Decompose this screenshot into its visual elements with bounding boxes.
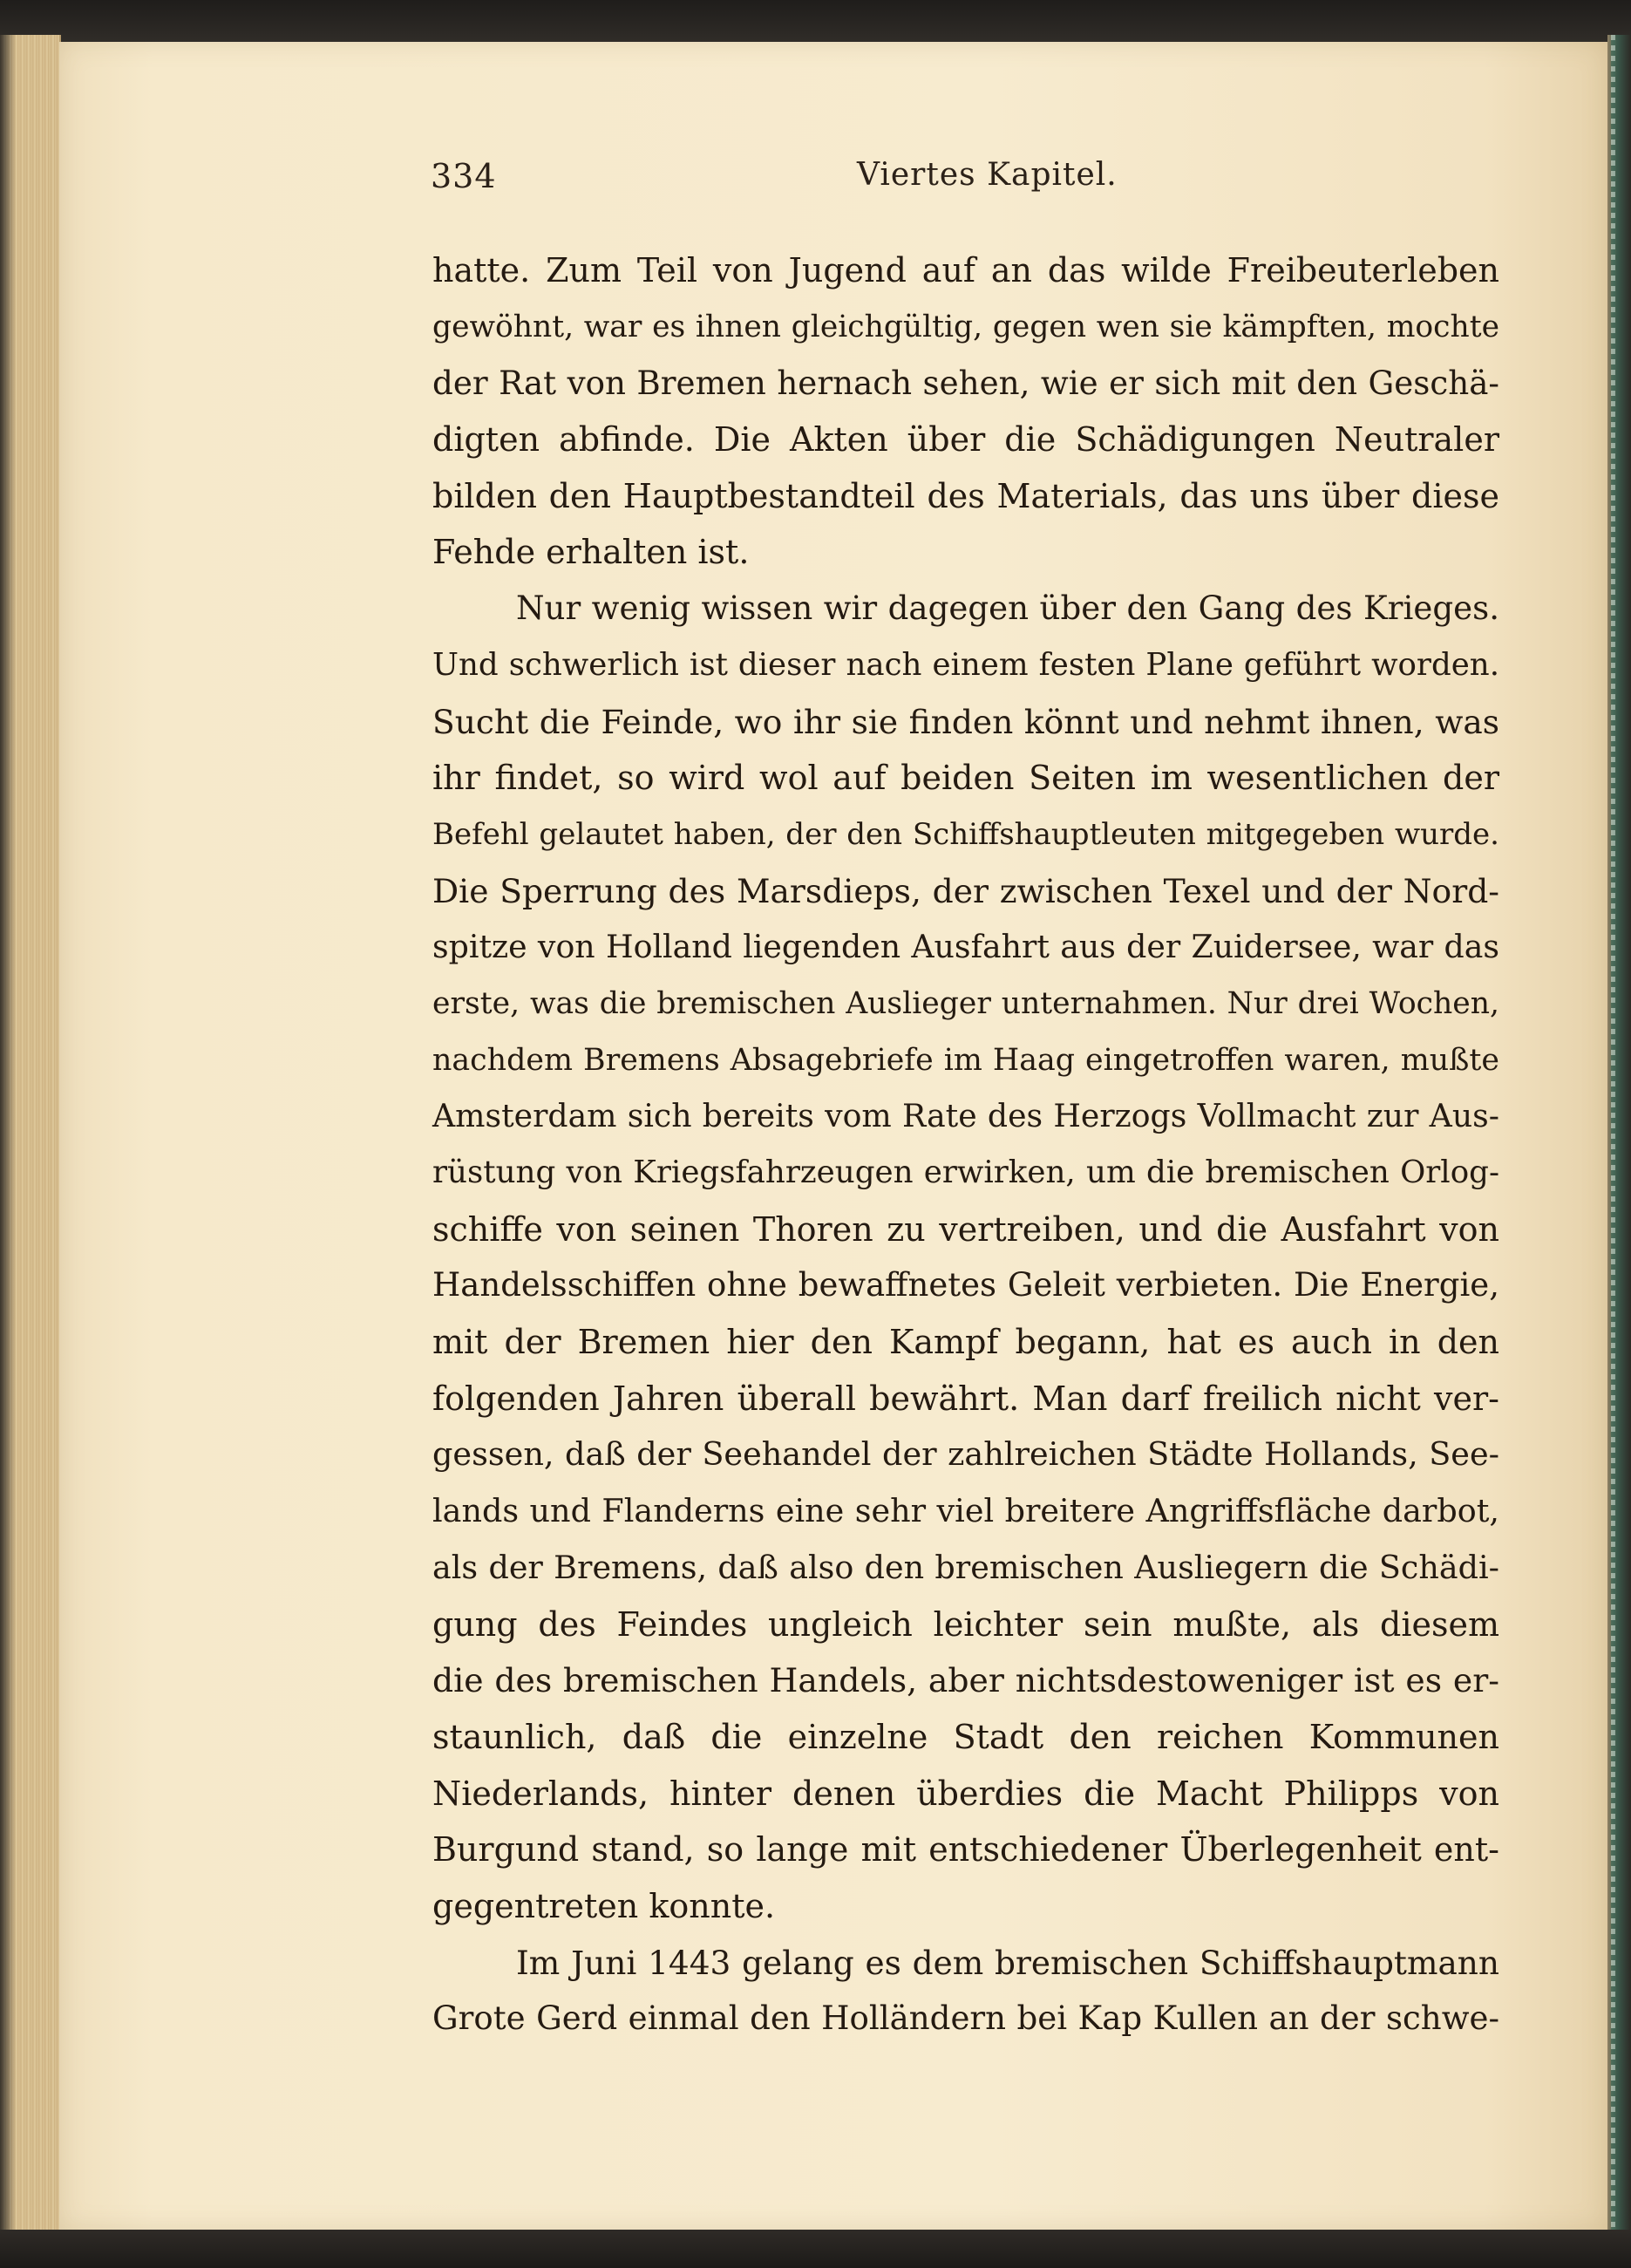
running-head: Viertes Kapitel. (857, 157, 1118, 193)
text-line: ihr findet, so wird wol auf beiden Seiten im wesentlichen der (432, 759, 1499, 798)
text-line: lands und Flanderns eine sehr viel breitere Angriffsfläche darbot, (432, 1492, 1499, 1530)
text-line: Sucht die Feinde, wo ihr sie finden könnt und nehmt ihnen, was (432, 702, 1499, 741)
text-line: schiffe von seinen Thoren zu vertreiben, und die Ausfahrt von (432, 1209, 1499, 1249)
text-line: Und schwerlich ist dieser nach einem festen Plane geführt worden. (432, 646, 1499, 683)
page-edges-shadow (0, 35, 16, 2232)
text-line: Fehde erhalten ist. (432, 533, 750, 572)
body-text (432, 242, 1499, 2047)
text-line: Amsterdam sich bereits vom Rate des Herzogs Vollmacht zur Aus- (432, 1097, 1499, 1135)
text-line: bilden den Hauptbestandteil des Materials, das uns über diese (432, 476, 1499, 515)
text-line: staunlich, daß die einzelne Stadt den reichen Kommunen (432, 1717, 1499, 1756)
text-line: der Rat von Bremen hernach sehen, wie er sich mit den Geschä- (432, 364, 1499, 403)
text-line: gegentreten konnte. (432, 1886, 776, 1925)
page-number: 334 (431, 157, 497, 195)
text-line: Niederlands, hinter denen überdies die Macht Philipps von (432, 1774, 1499, 1813)
binding-thread (1611, 35, 1615, 2241)
text-line: gewöhnt, war es ihnen gleichgültig, gegen wen sie kämpften, mochte (432, 309, 1499, 344)
book-cover-bottom (0, 2230, 1631, 2268)
paragraph (432, 581, 1499, 1935)
text-line: Grote Gerd einmal den Holländern bei Kap Kullen an der schwe- (432, 1999, 1499, 2038)
paragraph (432, 1935, 1499, 2047)
text-line: erste, was die bremischen Auslieger unternahmen. Nur drei Wochen, (432, 985, 1499, 1021)
text-line: Nur wenig wissen wir dagegen über den Gang des Krieges. (516, 589, 1499, 628)
text-line: Im Juni 1443 gelang es dem bremischen Schiffshauptmann (516, 1943, 1499, 1982)
text-line: rüstung von Kriegsfahrzeugen erwirken, um die bremischen Orlog- (432, 1154, 1499, 1190)
text-line: die des bremischen Handels, aber nichtsdestoweniger ist es er- (432, 1661, 1499, 1700)
text-line: gung des Feindes ungleich leichter sein mußte, als diesem (432, 1604, 1499, 1644)
text-line: nachdem Bremens Absagebriefe im Haag eingetroffen waren, mußte (432, 1042, 1499, 1078)
text-line: digten abfinde. Die Akten über die Schädigungen Neutraler (432, 420, 1499, 460)
text-line: als der Bremens, daß also den bremischen Ausliegern die Schädi- (432, 1548, 1499, 1586)
text-line: Burgund stand, so lange mit entschiedener Überlegenheit ent- (432, 1830, 1499, 1870)
text-line: Handelsschiffen ohne bewaffnetes Geleit verbieten. Die Energie, (432, 1266, 1499, 1304)
text-line: spitze von Holland liegenden Ausfahrt aus der Zuidersee, war das (432, 928, 1499, 966)
text-line: Die Sperrung des Marsdieps, der zwischen Texel und der Nord- (432, 871, 1499, 910)
text-line: Befehl gelautet haben, der den Schiffshauptleuten mitgegeben wurde. (432, 816, 1499, 852)
paragraph (432, 242, 1499, 581)
text-line: gessen, daß der Seehandel der zahlreichen Städte Hollands, See- (432, 1435, 1499, 1474)
text-line: hatte. Zum Teil von Jugend auf an das wilde Freibeuterleben (432, 251, 1499, 289)
text-line: mit der Bremen hier den Kampf begann, hat es auch in den (432, 1323, 1499, 1362)
text-line: folgenden Jahren überall bewährt. Man darf freilich nicht ver- (432, 1379, 1499, 1418)
